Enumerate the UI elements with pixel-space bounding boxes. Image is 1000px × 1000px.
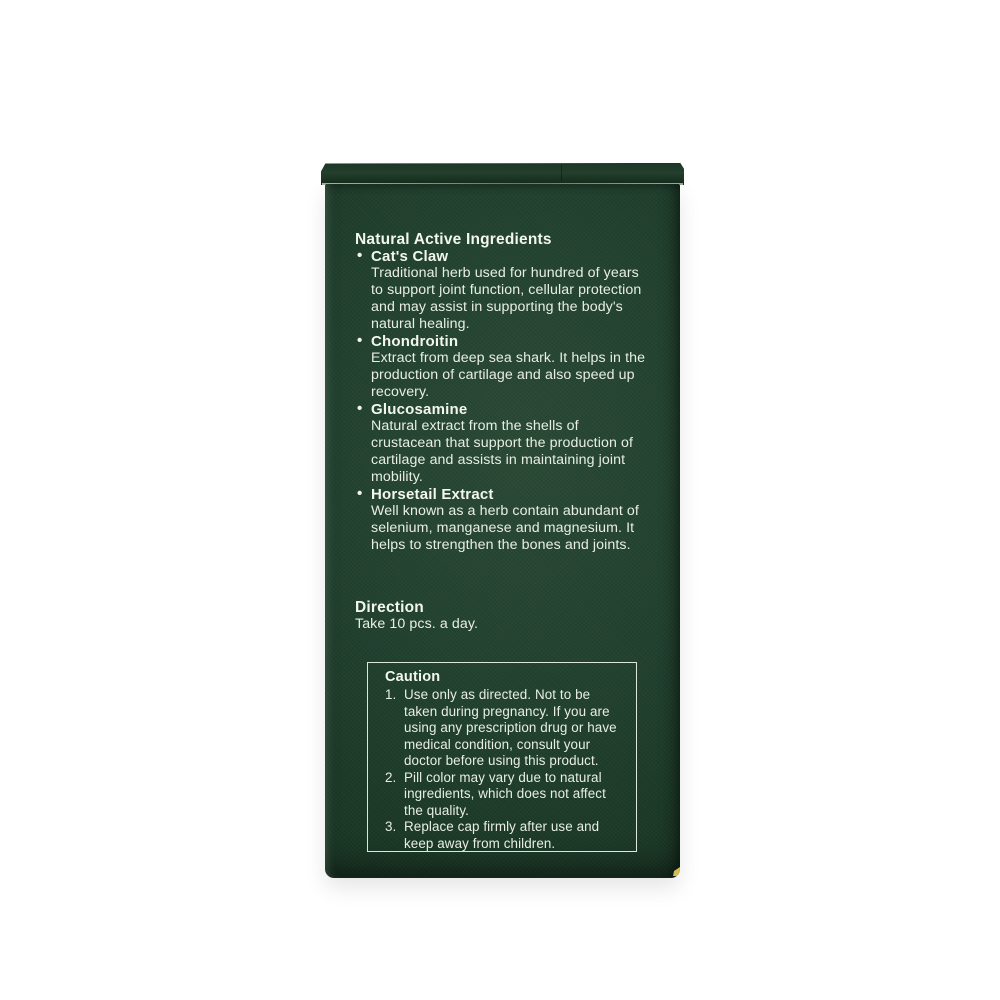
caution-number: 3. (385, 819, 397, 834)
caution-text: Pill color may vary due to natural ingredients, which does not affect the quality. (404, 769, 606, 818)
caution-text: Use only as directed. Not to be taken during pregnancy. If you are using any prescription drug or have medical condition, consult your doctor before using this product. (404, 687, 617, 768)
caution-section (367, 662, 637, 852)
caution-item-2 (385, 770, 626, 820)
caution-item-1 (385, 687, 626, 770)
ingredient-name (357, 485, 649, 503)
ingredients-title: Natural Active Ingredients (355, 231, 552, 248)
ingredient-name (357, 332, 649, 350)
ingredient-name (357, 400, 649, 418)
ingredient-name-text: Horsetail Extract (371, 486, 494, 503)
ingredients-section (355, 231, 649, 554)
box-back-panel (325, 184, 680, 878)
ingredient-name (357, 247, 649, 265)
direction-text: Take 10 pcs. a day. (355, 616, 479, 632)
ingredient-item-horsetail (355, 486, 649, 554)
caution-item-3 (385, 819, 626, 852)
bullet-icon: • (357, 247, 363, 264)
ingredient-description: Extract from deep sea shark. It helps in the production of cartilage and also speed up recovery. (371, 350, 646, 400)
ingredient-description: Traditional herb used for hundred of years to support joint function, cellular protection and may assist in supporting the body's natural healing. (371, 265, 642, 332)
caution-number: 2. (385, 769, 397, 785)
direction-title: Direction (355, 599, 424, 616)
ingredient-item-cats-claw (355, 248, 649, 333)
ingredient-item-chondroitin (355, 333, 649, 401)
box-lid-crease (561, 165, 562, 181)
caution-number: 1. (385, 687, 397, 702)
supplement-box (325, 184, 680, 878)
ingredient-description: Natural extract from the shells of crustacean that support the production of cartilage and assists in maintaining joint mobility. (371, 418, 634, 485)
direction-section (355, 599, 649, 633)
ingredient-name-text: Cat's Claw (371, 248, 449, 265)
box-lid (321, 163, 684, 185)
ingredient-description: Well known as a herb contain abundant of selenium, manganese and magnesium. It helps to strengthen the bones and joints. (371, 503, 639, 553)
corner-notch (673, 867, 680, 876)
ingredient-item-glucosamine (355, 401, 649, 486)
bullet-icon: • (357, 400, 363, 417)
bullet-icon: • (357, 332, 363, 349)
ingredient-name-text: Chondroitin (371, 333, 459, 350)
caution-text: Replace cap firmly after use and keep away from children. (404, 819, 600, 851)
caution-title: Caution (385, 669, 441, 685)
bullet-icon: • (357, 485, 363, 502)
ingredient-name-text: Glucosamine (371, 401, 468, 418)
